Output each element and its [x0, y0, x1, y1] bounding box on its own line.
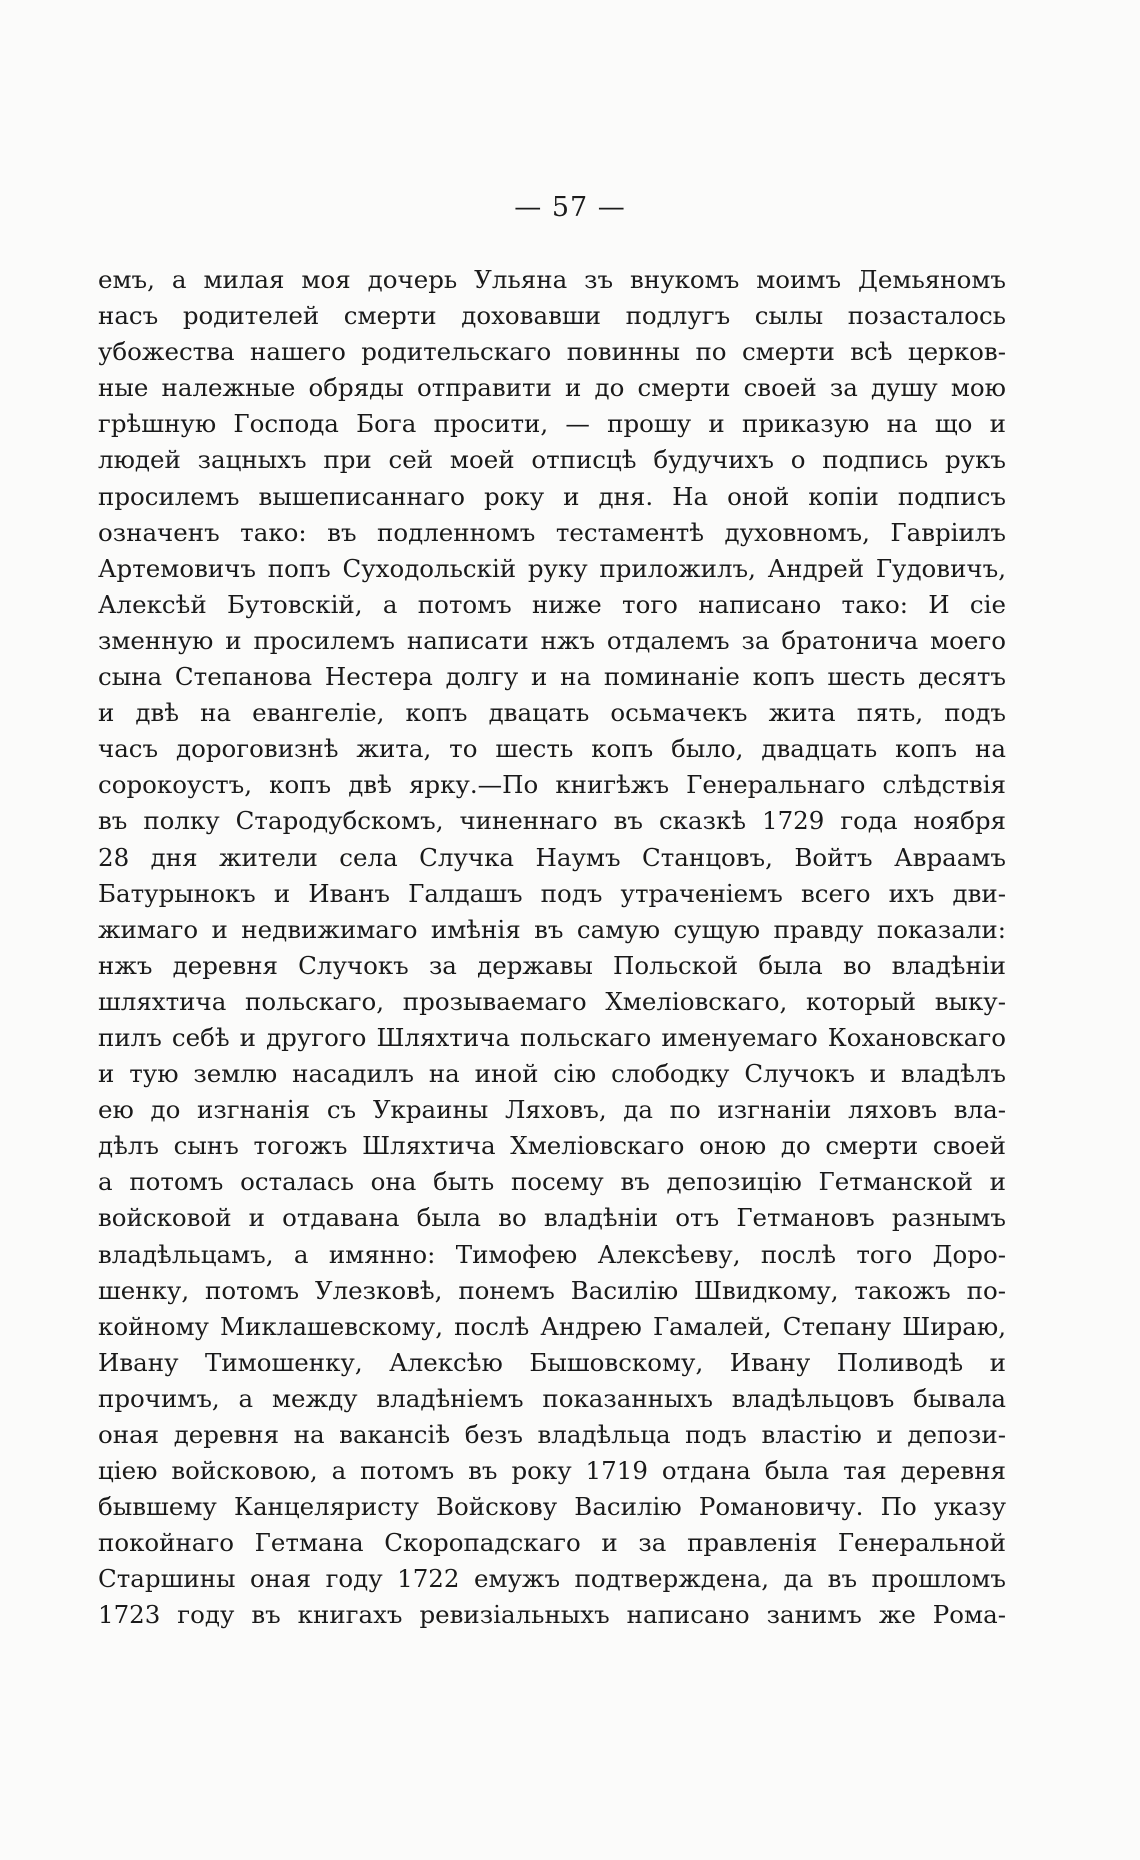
text-line: оная деревня на вакансіѣ безъ владѣльца подъ властію и депози- — [98, 1420, 1006, 1449]
text-line: дѣлъ сынъ тогожъ Шляхтича Хмеліовскаго оною до смерти своей — [98, 1131, 1006, 1161]
text-line: насъ родителей смерти доховавши подлугъ сылы позасталось — [98, 301, 1006, 331]
text-line: сорокоустъ, копъ двѣ ярку.—По книгѣжъ Генеральнаго слѣдствія — [98, 770, 1006, 800]
text-line: войсковой и отдавана была во владѣніи отъ Гетмановъ разнымъ — [98, 1203, 1006, 1233]
text-line: а потомъ осталась она быть посему въ депозицію Гетманской и — [98, 1167, 1006, 1197]
text-line: и тую землю насадилъ на иной сію слободку Случокъ и владѣлъ — [98, 1059, 1006, 1089]
text-line: зменную и просилемъ написати нжъ отдалемъ за братонича моего — [98, 625, 1006, 655]
text-line: людей зацныхъ при сей моей отписцѣ будучихъ о подпись рукъ — [98, 445, 1006, 475]
text-line: ціею войсковою, а потомъ въ року 1719 отдана была тая деревня — [98, 1456, 1006, 1486]
text-line: Батурынокъ и Иванъ Галдашъ подъ утраченіемъ всего ихъ дви- — [98, 878, 1006, 908]
body-text — [98, 262, 1006, 1634]
text-line: койному Миклашевскому, послѣ Андрею Гамалей, Степану Шираю, — [98, 1311, 1006, 1341]
text-line: и двѣ на евангеліе, копъ двацать осьмачекъ жита пять, подъ — [98, 698, 1006, 728]
text-line: просилемъ вышеписаннаго року и дня. На оной копіи подписъ — [98, 481, 1006, 511]
page-number: — 57 — — [514, 192, 626, 223]
text-line: покойнаго Гетмана Скоропадскаго и за правленія Генеральной — [98, 1528, 1006, 1558]
text-line: шляхтича польскаго, прозываемаго Хмеліовскаго, который выку- — [98, 986, 1006, 1016]
text-line: сына Степанова Нестера долгу и на поминаніе копъ шесть десятъ — [98, 662, 1006, 692]
text-line: шенку, потомъ Улезковѣ, понемъ Василію Швидкому, такожъ по- — [98, 1275, 1006, 1305]
text-line: емъ, а милая моя дочерь Ульяна зъ внукомъ моимъ Демьяномъ — [98, 265, 1006, 294]
text-line: часъ дороговизнѣ жита, то шесть копъ было, двадцать копъ на — [98, 734, 1006, 764]
text-line: прочимъ, а между владѣніемъ показанныхъ владѣльцовъ бывала — [98, 1383, 1006, 1413]
text-line: нжъ деревня Случокъ за державы Польской была во владѣніи — [98, 950, 1006, 980]
text-line: грѣшную Господа Бога просити, — прошу и приказую на що и — [98, 409, 1006, 439]
text-line: убожества нашего родительскаго повинны по смерти всѣ церков- — [98, 337, 1006, 367]
text-line: жимаго и недвижимаго имѣнія въ самую сущую правду показали: — [98, 914, 1006, 944]
text-line: пилъ себѣ и другого Шляхтича польскаго именуемаго Кохановскаго — [98, 1022, 1006, 1052]
text-line: бывшему Канцеляристу Войскову Василію Романовичу. По указу — [98, 1492, 1006, 1522]
text-line: Артемовичъ попъ Суходольскій руку приложилъ, Андрей Гудовичъ, — [98, 553, 1006, 583]
text-line: 28 дня жители села Случка Наумъ Станцовъ, Войтъ Авраамъ — [98, 842, 1006, 872]
text-line: въ полку Стародубскомъ, чиненнаго въ сказкѣ 1729 года ноября — [98, 806, 1006, 836]
text-line: ные належные обряды отправити и до смерти своей за душу мою — [98, 373, 1006, 403]
text-line: Старшины оная году 1722 емужъ подтверждена, да въ прошломъ — [98, 1564, 1006, 1594]
text-line: 1723 году въ книгахъ ревизіальныхъ написано занимъ же Рома- — [98, 1600, 1006, 1630]
text-line: владѣльцамъ, а имянно: Тимофею Алексѣеву, послѣ того Доро- — [98, 1239, 1006, 1269]
text-line: ею до изгнанія съ Украины Ляховъ, да по изгнаніи ляховъ вла- — [98, 1095, 1006, 1125]
text-line: Ивану Тимошенку, Алексѣю Бышовскому, Ивану Поливодѣ и — [98, 1347, 1006, 1377]
text-line: означенъ тако: въ подленномъ тестаментѣ духовномъ, Гавріилъ — [98, 517, 1006, 547]
text-line: Алексѣй Бутовскій, а потомъ ниже того написано тако: И сіе — [98, 589, 1006, 619]
